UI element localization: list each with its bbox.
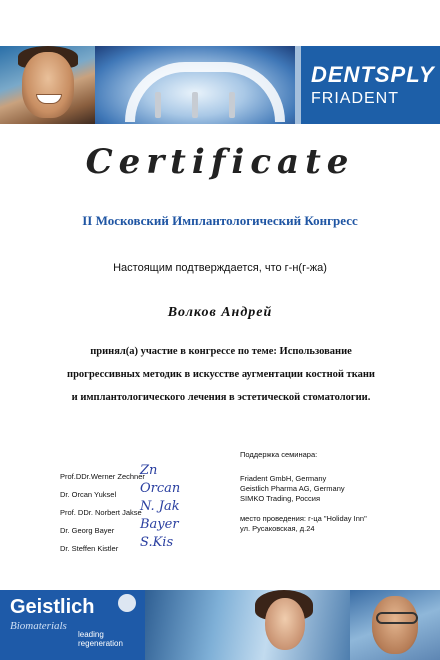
- venue-line: место проведения: г-ца "Holiday Inn": [240, 514, 367, 523]
- topic-line: прогрессивных методик в искусстве аугментации костной ткани: [67, 369, 375, 380]
- handwritten-signature: Orcan: [140, 481, 181, 496]
- certificate-title: Certificate: [85, 142, 355, 182]
- seminar-support: [240, 450, 420, 534]
- top-banner: [0, 46, 440, 124]
- geistlich-tagline: [78, 630, 123, 648]
- smiling-man-photo: [0, 46, 95, 124]
- signatory-name: Dr. Orcan Yuksel: [60, 490, 117, 499]
- dentsply-friadent-logo: [295, 46, 440, 124]
- handwritten-signature: N. Jak: [140, 499, 180, 514]
- handwritten-signature: Bayer: [140, 517, 179, 532]
- geistlich-brand: Geistlich: [10, 596, 95, 618]
- handwritten-signature: Zn: [140, 463, 158, 478]
- congress-name: II Московский Имплантологический Конгресс: [82, 213, 358, 228]
- sponsor-item: Friadent GmbH, Germany: [240, 474, 327, 483]
- bottom-banner: [0, 590, 440, 660]
- support-heading: Поддержка семинара:: [240, 450, 318, 459]
- venue-address: ул. Русаковская, д.24: [240, 524, 315, 533]
- tagline-line: regeneration: [78, 639, 123, 648]
- signatory-row: [60, 481, 210, 504]
- signatory-name: Dr. Steffen Kistler: [60, 544, 119, 553]
- tagline-line: leading: [78, 630, 104, 639]
- sponsor-item: Geistlich Pharma AG, Germany: [240, 484, 345, 493]
- congress-topic: [46, 340, 396, 409]
- handwritten-signature: S.Kis: [140, 535, 174, 550]
- recipient-name: Волков Андрей: [167, 305, 273, 320]
- signatory-row: [60, 517, 210, 540]
- topic-line: и имплантологического лечения в эстетической стоматологии.: [71, 392, 371, 403]
- signatory-row: [60, 499, 210, 522]
- geistlich-sub: Biomaterials: [10, 620, 67, 632]
- signatory-name: Dr. Georg Bayer: [60, 526, 115, 535]
- sponsor-item: SIMKO Trading, Россия: [240, 494, 321, 503]
- confirmation-text: Настоящим подтверждается, что г-н(г-жа): [113, 262, 327, 274]
- signatory-row: [60, 535, 210, 558]
- dentsply-brand: DENTSPLY: [311, 62, 435, 87]
- smiling-woman-photo: [145, 590, 350, 660]
- geistlich-mark-icon: [118, 594, 136, 612]
- friadent-brand: FRIADENT: [311, 90, 399, 107]
- dental-implant-photo: [95, 46, 295, 124]
- signatory-name: Prof.DDr.Werner Zechner: [60, 472, 145, 481]
- geistlich-logo: [0, 590, 145, 660]
- elderly-man-photo: [350, 590, 440, 660]
- signatories-list: [60, 463, 210, 558]
- signatory-row: [60, 463, 210, 486]
- signatory-name: Prof. DDr. Norbert Jakse: [60, 508, 142, 517]
- topic-line: принял(а) участие в конгрессе по теме: Использование: [90, 346, 352, 357]
